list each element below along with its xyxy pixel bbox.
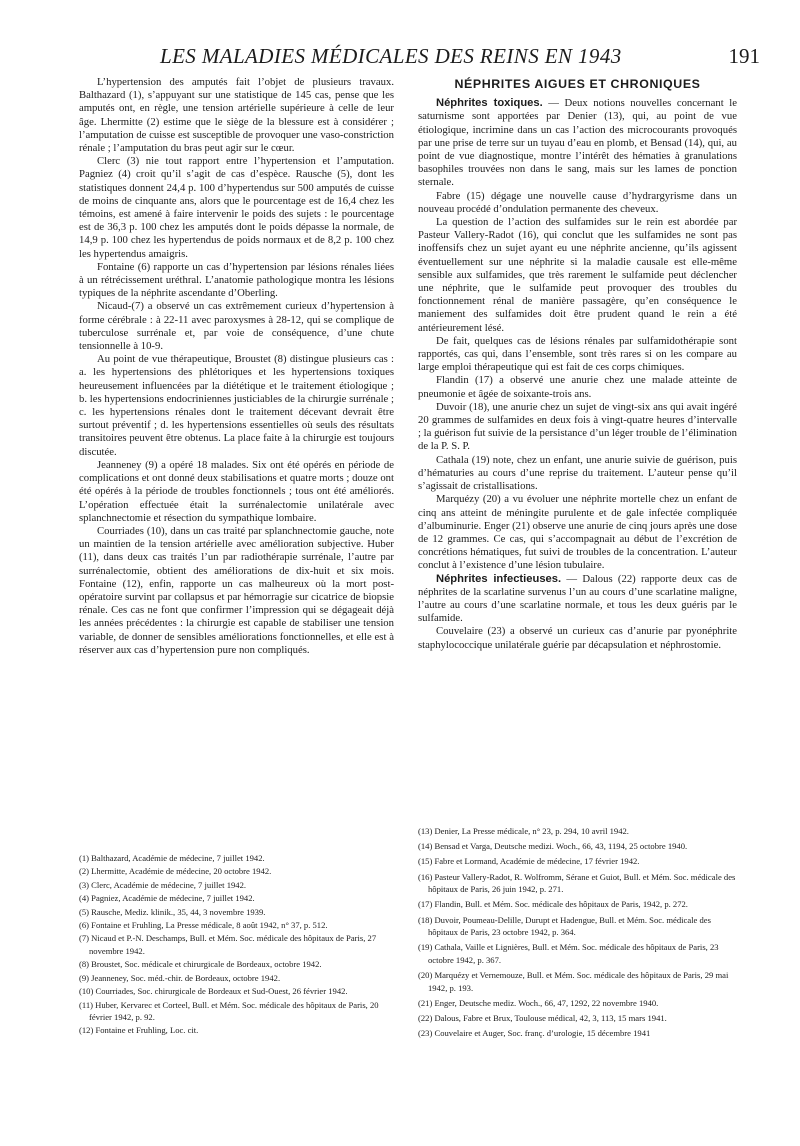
- footnote: (10) Courriades, Soc. chirurgicale de Bordeaux et Sud-Ouest, 26 février 1942.: [79, 986, 348, 997]
- footnote: (12) Fontaine et Fruhling, Loc. cit.: [79, 1025, 199, 1036]
- paragraph-text: Couvelaire (23) a observé un curieux cas d’anurie par pyonéphrite staphylococcique unilatérale guérie par décapsulation et néphrostomie.: [418, 625, 737, 651]
- section-title: NÉPHRITES AIGUES ET CHRONIQUES: [454, 77, 701, 91]
- footnotes-right: [418, 825, 737, 1042]
- footnote: (2) Lhermitte, Académie de médecine, 20 octobre 1942.: [79, 866, 272, 877]
- footnote: (6) Fontaine et Fruhling, La Presse médicale, 8 août 1942, n° 37, p. 512.: [79, 919, 328, 930]
- paragraph: Jeanneney (9) a opéré 18 malades. Six ont été opérés en période de complications et ont donné deux stabilisations et quatre morts ; douze ont été opérés à la période de troubles fonctionnels ; tous ont été améliorés. L’opération effectuée était la surrénalectomie unilatérale avec splanchnectomie et résection du sympathique lombaire.: [79, 458, 394, 524]
- paragraph: [418, 335, 737, 375]
- footnote: (3) Clerc, Académie de médecine, 7 juillet 1942.: [79, 879, 247, 890]
- paragraph: Nicaud-(7) a observé un cas extrêmement curieux d’hypertension à forme cérébrale : à 22-11 avec paroxysmes à 28-12, qui se complique de tuberculose surrénale et, par voie de conséquence, d’une chute tensionnelle à 10-9.: [79, 300, 394, 353]
- paragraph: [418, 97, 737, 189]
- paragraph: [418, 374, 737, 400]
- paragraph: [418, 216, 737, 335]
- paragraph-text: Marquézy (20) a vu évoluer une néphrite mortelle chez un enfant de cinq ans atteint de méningite purulente et de gale infectée compliquée d’albuminurie. Enger (21) observe une anurie de cinq jours après une dose de 12 grammes. Ce cas, qui s’accompagnait au début de l’excrétion de concrétions hématiques, fut suivi de troubles de la concentration. L’auteur conclut à l’existence d’une lésion tubulaire.: [418, 493, 737, 572]
- footnotes-left: [79, 852, 394, 1038]
- run-in-heading: Néphrites infectieuses.: [436, 572, 562, 585]
- footnote: (21) Enger, Deutsche mediz. Woch., 66, 47, 1292, 22 novembre 1940.: [418, 997, 659, 1008]
- paragraph: [418, 454, 737, 494]
- left-column: [79, 76, 394, 657]
- paragraph-text: La question de l’action des sulfamides sur le rein est abordée par Pasteur Vallery-Radot (16), qui conclut que les sulfamides ne sont pas inoffensifs chez un sujet ayant eu une néphrite ancienne, qu’ils agissent éventuellement sur une néphrite si la maladie causale est elle-même sensible aux sulfamides, que très rarement le sulfamide peut déclencher une néphrite, que le sulfamide peut provoquer des troubles du fonctionnement rénal de manière passagère, qu’en conséquence le maniement des sulfamides doit être prudent quand le rein a été antérieurement lésé.: [418, 216, 737, 334]
- paragraph-text: — Deux notions nouvelles concernant le saturnisme sont apportées par Denier (13), qui, au point de vue étiologique, incrimine dans un cas l’action des microcourants provoqués par une prise de terre sur un tuyau d’eau en plomb, et Bensad (14), qui, au point de vue diagnostique, montre l’intérêt des hématies à granulations basophiles trouvées non dans le sang, mais sur les lames de ponction sternale.: [418, 97, 737, 189]
- paragraph: Courriades (10), dans un cas traité par splanchnectomie gauche, note un maintien de la tension artérielle avec amélioration subjective. Huber (11), dans deux cas traités l’un par radiothérapie surrénale, l’autre par surrénalectomie, obtient des améliorations de dix-huit et six mois. Fontaine (12), enfin, rapporte un cas malheureux où la mort post-opératoire survint par collapsus et par hémorragie sur cicatrice de biopsie rénale. Ces cas ne font que confirmer l’impression qui se dégageait déjà les années précédentes : la chirurgie est capable de stabiliser une tension variable, de donner de sensibles améliorations fonctionnelles, et elle est à réserver aux cas d’hypertension pure non compliqués.: [79, 524, 394, 656]
- paragraph: [418, 625, 737, 651]
- footnote: (1) Balthazard, Académie de médecine, 7 juillet 1942.: [79, 853, 265, 863]
- page-number: 191: [728, 44, 760, 68]
- page-header: [160, 44, 760, 78]
- footnote: (11) Huber, Kervarec et Corteel, Bull. et Mém. Soc. médicale des hôpitaux de Paris, 20 février 1942, p. 92.: [79, 999, 379, 1023]
- footnote: (19) Cathala, Vaille et Lignières, Bull. et Mém. Soc. médicale des hôpitaux de Paris, 23 octobre 1942, p. 367.: [418, 942, 719, 965]
- paragraph: Au point de vue thérapeutique, Broustet (8) distingue plusieurs cas : a. les hypertensions des phlétoriques et les hypertensions toxiques heureusement influencées par la diététique et le traitement étiologique ; b. les hypertensions endocriniennes justiciables de la chirurgie surrénale ; c. les hypertensions rénales dont le traitement décevant devrait être surtout préventif ; d. les hypertensions essentielles où seuls des résultats transitoires peuvent être obtenus. La place faite à la chirurgie est toujours discutée.: [79, 353, 394, 458]
- paragraph: L’hypertension des amputés fait l’objet de plusieurs travaux. Balthazard (1), s’appuyant sur une statistique de 145 cas, pense que les amputés ont, en règle, une tension artérielle supérieure à celle de leur âge. Lhermitte (2) estime que le siège de la blessure est à considérer ; l’amputation de cuisse est susceptible de provoquer une vaso-constriction rénale ; l’amputation du bras peut agir sur le cœur.: [79, 76, 394, 155]
- footnote: (4) Pagniez, Académie de médecine, 7 juillet 1942.: [79, 893, 255, 904]
- footnote: (18) Duvoir, Poumeau-Delille, Durupt et Hadengue, Bull. et Mém. Soc. médicale des hôpitaux de Paris, 23 octobre 1942, p. 364.: [418, 914, 711, 938]
- paragraph-text: — Dalous (22) rapporte deux cas de néphrites de la scarlatine survenus l’un au cours d’une scarlatine maligne, l’autre au cours d’une scarlatine normale, et tous les deux guéris par le sulfamide.: [418, 572, 738, 625]
- paragraph: Clerc (3) nie tout rapport entre l’hypertension et l’amputation. Pagniez (4) croit qu’il s’agit de cas d’espèce. Rausche (5), dont les statistiques donnent 24,4 p. 100 d’hypertendus sur 500 amputés de cuisse de moins de cinquante ans, alors que le pourcentage est de 16,4 chez les témoins, est amené à faire intervenir le poids des sujets : le pourcentage est de 36,3 p. 100 chez les amputés dont le poids dépasse la normale, de 14,9 p. 100 chez les hypertendus de poids normaux et de 8,2 p. 100 chez les hypertendus amaigris.: [79, 155, 394, 260]
- right-column: [418, 76, 737, 652]
- footnote: (22) Dalous, Fabre et Brux, Toulouse médical, 42, 3, 113, 15 mars 1941.: [418, 1013, 667, 1024]
- footnote: (17) Flandin, Bull. et Mém. Soc. médicale des hôpitaux de Paris, 1942, p. 272.: [418, 899, 688, 910]
- footnote: (20) Marquézy et Vernemouze, Bull. et Mém. Soc. médicale des hôpitaux de Paris, 29 mai 1942, p. 193.: [418, 970, 729, 993]
- run-in-heading: Néphrites toxiques.: [436, 97, 543, 110]
- footnote: (7) Nicaud et P.-N. Deschamps, Bull. et Mém. Soc. médicale des hôpitaux de Paris, 27 novembre 1942.: [79, 933, 377, 956]
- footnote: (23) Couvelaire et Auger, Soc. franç. d’urologie, 15 décembre 1941: [418, 1028, 651, 1039]
- footnote: (8) Broustet, Soc. médicale et chirurgicale de Bordeaux, octobre 1942.: [79, 959, 322, 970]
- paragraph: [418, 573, 737, 626]
- paragraph-text: Flandin (17) a observé une anurie chez une malade atteinte de pneumonie et âgée de soixante-trois ans.: [418, 374, 737, 400]
- paragraph: [418, 401, 737, 454]
- paragraph-text: Fabre (15) dégage une nouvelle cause d’hydrargyrisme dans un nouveau procédé d’ondulation permanente des cheveux.: [418, 189, 737, 215]
- paragraph: Fontaine (6) rapporte un cas d’hypertension par lésions rénales liées à un rétrécissement uréthral. L’anatomie pathologique montra les lésions typiques de la néphrite ascendante d’Oberling.: [79, 260, 394, 300]
- running-title: LES MALADIES MÉDICALES DES REINS EN 1943: [160, 44, 622, 68]
- paragraph-text: Cathala (19) note, chez un enfant, une anurie suivie de guérison, puis d’hématuries au cours d’une reprise du traitement. L’auteur pense qu’il s’agissait de cristallisations.: [418, 453, 737, 493]
- footnote: (14) Bensad et Varga, Deutsche medizi. Woch., 66, 43, 1194, 25 octobre 1940.: [418, 841, 688, 852]
- footnote: (13) Denier, La Presse médicale, n° 23, p. 294, 10 avril 1942.: [418, 826, 629, 836]
- footnote: (9) Jeanneney, Soc. méd.-chir. de Bordeaux, octobre 1942.: [79, 972, 281, 983]
- footnote: (15) Fabre et Lormand, Académie de médecine, 17 février 1942.: [418, 856, 640, 867]
- footnote: (16) Pasteur Vallery-Radot, R. Wolfromm, Sérane et Guiot, Bull. et Mém. Soc. médicale des hôpitaux de Paris, 26 juin 1942, p. 271.: [418, 871, 736, 895]
- footnote: (5) Rausche, Mediz. klinik., 35, 44, 3 novembre 1939.: [79, 906, 266, 917]
- paragraph-text: Duvoir (18), une anurie chez un sujet de vingt-six ans qui avait ingéré 20 grammes de sulfamides en deux fois à vingt-quatre heures d’intervalle ; la guérison fut suivie de la persistance d’un léger trouble de l’élimination de la P. S. P.: [418, 400, 737, 453]
- paragraph: [418, 190, 737, 216]
- paragraph-text: De fait, quelques cas de lésions rénales par sulfamidothérapie sont rapportés, cas qui, dans l’ensemble, sont très rares si on les compare au large emploi thérapeutique qui est fait de ces corps chimiques.: [418, 334, 737, 374]
- paragraph: [418, 493, 737, 572]
